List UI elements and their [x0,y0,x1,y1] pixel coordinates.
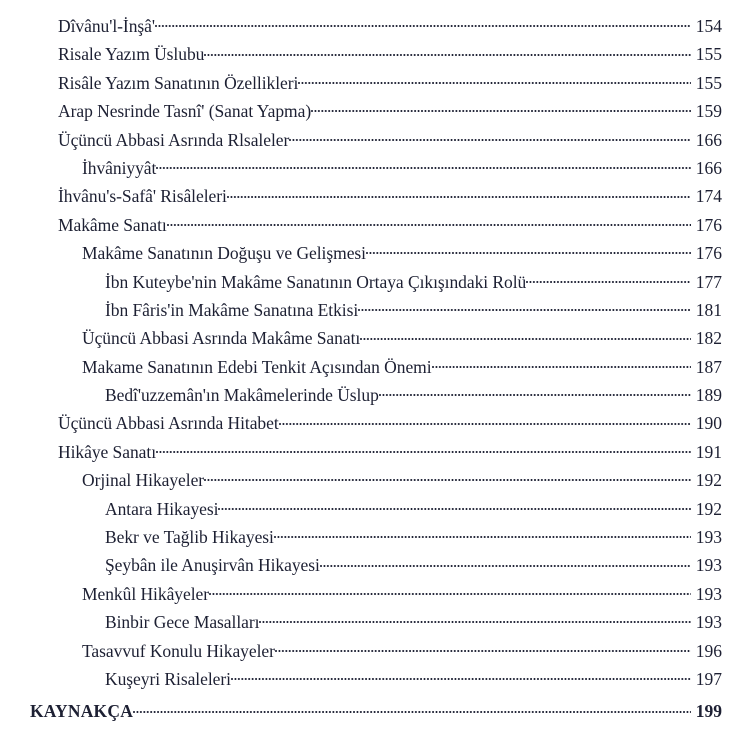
dot-leader [156,442,691,458]
toc-entry-title: Tasavvuf Konulu Hikayeler [82,640,275,661]
toc-entry-title: İbn Fâris'in Makâme Sanatına Etkisi [105,299,359,320]
toc-entry-title: Antara Hikayesi [105,498,219,519]
toc-entry-title: Risâle Yazım Sanatının Özellikleri [58,72,299,93]
toc-entry-title: Üçüncü Abbasi Asrında Makâme Sanatı [82,328,361,349]
toc-entry-page-number: 177 [695,271,722,292]
toc-entry-page-number: 199 [695,701,722,722]
dot-leader [379,385,691,401]
toc-entry-title: Üçüncü Abbasi Asrında Hitabet [58,413,279,434]
toc-entry[interactable] [0,438,750,466]
toc-entry[interactable] [0,637,750,665]
toc-entry-page-number: 155 [695,44,722,65]
toc-entry[interactable] [0,608,750,636]
toc-entry-title: Orjinal Hikayeler [82,470,205,491]
toc-entry-page-number: 166 [695,157,722,178]
toc-entry-title: İhvâniyyât [82,157,157,178]
toc-entry-page-number: 159 [695,101,722,122]
toc-entry[interactable] [0,409,750,437]
toc-entry-title: Menkûl Hikâyeler [82,583,210,604]
toc-entry-page-number: 174 [695,186,722,207]
toc-entry-title: Şeybân ile Anuşirvân Hikayesi [105,555,320,576]
toc-entry[interactable] [0,697,750,725]
toc-entry-page-number: 192 [695,470,722,491]
dot-leader [274,527,691,543]
toc-entry[interactable] [0,665,750,693]
toc-entry-page-number: 155 [695,72,722,93]
toc-entry[interactable] [0,551,750,579]
toc-entry[interactable] [0,381,750,409]
toc-entry[interactable] [0,40,750,68]
toc-entry-page-number: 154 [695,16,722,36]
toc-entry[interactable] [0,296,750,324]
dot-leader [275,641,691,657]
toc-entry-page-number: 191 [695,441,722,462]
dot-leader [526,272,691,288]
dot-leader [218,499,691,515]
toc-entry-page-number: 190 [695,413,722,434]
toc-entry-page-number: 176 [695,243,722,264]
dot-leader [289,130,691,146]
dot-leader [320,555,691,571]
toc-entry[interactable] [0,353,750,381]
toc-entry-title: Makame Sanatının Edebi Tenkit Açısından Önemi [82,356,432,377]
dot-leader [432,357,691,373]
toc-entry-title: İhvânu's-Safâ' Risâleleri [58,186,227,207]
toc-entry[interactable] [0,268,750,296]
toc-entry-page-number: 196 [695,640,722,661]
toc-entry[interactable] [0,211,750,239]
toc-entry-title: Hikâye Sanatı [58,441,157,462]
dot-leader [227,186,691,202]
toc-entry-title: İbn Kuteybe'nin Makâme Sanatının Ortaya Çıkışındaki Rolü [105,271,527,292]
toc-entry-title: Makâme Sanatının Doğuşu ve Gelişmesi [82,243,366,264]
dot-leader [133,701,691,717]
toc-entry-title: Binbir Gece Masalları [105,612,260,633]
toc-entry-page-number: 193 [695,555,722,576]
toc-entry[interactable] [0,126,750,154]
toc-entry-page-number: 166 [695,129,722,150]
dot-leader [155,16,691,32]
dot-leader [360,328,691,344]
toc-entry-page-number: 181 [695,299,722,320]
toc-entry[interactable] [0,580,750,608]
toc-entry-page-number: 197 [695,668,722,689]
toc-entry-page-number: 176 [695,214,722,235]
dot-leader [311,101,691,117]
dot-leader [298,73,691,89]
toc-entry-title: Üçüncü Abbasi Asrında Rlsaleler [58,129,290,150]
toc-entry-page-number: 193 [695,527,722,548]
toc-entry-title: KAYNAKÇA [30,701,134,722]
toc-entry[interactable] [0,324,750,352]
dot-leader [358,300,691,316]
toc-entry[interactable] [0,69,750,97]
toc-entry-page-number: 193 [695,583,722,604]
toc-entry[interactable] [0,182,750,210]
toc-entry-title: Kuşeyri Risaleleri [105,668,231,689]
toc-entry[interactable] [0,239,750,267]
dot-leader [209,584,691,600]
dot-leader [279,413,691,429]
toc-entry-title: Risale Yazım Üslubu [58,44,205,65]
toc-entry-page-number: 182 [695,328,722,349]
dot-leader [231,669,691,685]
toc-entry-title: Bekr ve Tağlib Hikayesi [105,527,274,548]
toc-entry[interactable] [0,12,750,40]
toc-entry-title: Makâme Sanatı [58,214,167,235]
toc-entry[interactable] [0,154,750,182]
dot-leader [167,215,691,231]
toc-entry-page-number: 192 [695,498,722,519]
toc-entry[interactable] [0,97,750,125]
toc-entry-title: Dîvânu'l-İnşâ' [58,16,155,36]
dot-leader [259,612,691,628]
dot-leader [156,158,691,174]
dot-leader [366,243,691,259]
toc-entry[interactable] [0,495,750,523]
toc-entry-page-number: 193 [695,612,722,633]
toc-entry-page-number: 189 [695,385,722,406]
dot-leader [204,44,691,60]
toc-entry-page-number: 187 [695,356,722,377]
toc-entry-title: Bedî'uzzemân'ın Makâmelerinde Üslup [105,385,379,406]
toc-entry-title: Arap Nesrinde Tasnî' (Sanat Yapma) [58,101,312,122]
toc-entry[interactable] [0,523,750,551]
toc-entry[interactable] [0,466,750,494]
dot-leader [204,470,691,486]
